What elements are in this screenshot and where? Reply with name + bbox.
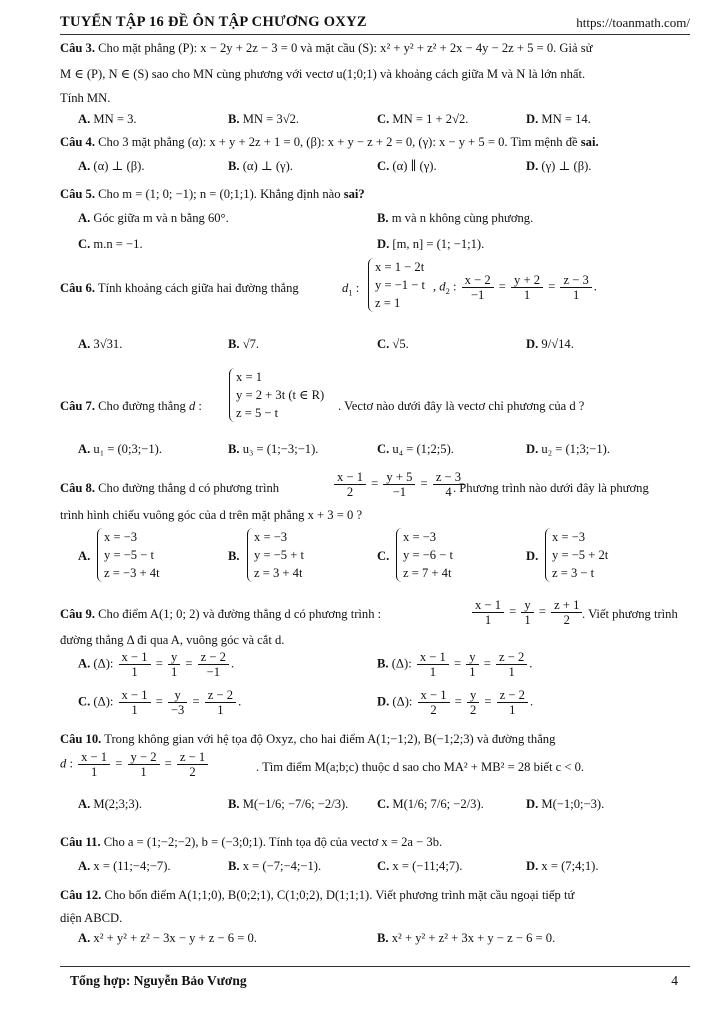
q8-opt-a: x = −3 y = −5 − t z = −3 + 4t: [94, 528, 167, 582]
q4-emph: sai.: [580, 135, 599, 149]
q8-label: Câu 8.: [60, 481, 95, 495]
q3-label: Câu 3.: [60, 41, 95, 55]
page-footer: [60, 966, 690, 988]
q7-text1: Cho đường thẳng: [98, 399, 186, 413]
q5-text: Cho m = (1; 0; −1); n = (0;1;1). Khẳng định nào: [98, 187, 341, 201]
q12-label: Câu 12.: [60, 888, 102, 902]
q5-label: Câu 5.: [60, 187, 95, 201]
q12-text1: Cho bốn điểm A(1;1;0), B(0;2;1), C(1;0;2), D(1;1;1). Viết phương trình mặt cầu ngoại tiếp tứ: [104, 888, 575, 902]
q3-text1: Cho mặt phẳng (P): x − 2y + 2z − 3 = 0 và mặt cầu (S): x² + y² + z² + 2x − 4y − 2z + 5 = 0. Giả sử: [98, 41, 593, 55]
q9-text3: đường thẳng Δ đi qua A, vuông góc và cắt d.: [60, 633, 285, 647]
q12-opt-b: x² + y² + z² + 3x + y − z − 6 = 0.: [391, 931, 556, 945]
page-number: 4: [671, 973, 678, 988]
q9-text2: . Viết phương trình: [582, 607, 678, 621]
q7-opt-c: u₄ = (1;2;5).: [392, 442, 454, 456]
q11-label: Câu 11.: [60, 835, 101, 849]
q8-text1: Cho đường thẳng d có phương trình: [98, 481, 280, 495]
q9-opt-d: D. (Δ): $\frac{x - 1}{2}$ = $\frac{y}{2}$ = $\frac{z - 2}{1}$ .: [377, 688, 534, 717]
q8-opt-c: x = −3 y = −6 − t z = 7 + 4t: [393, 528, 460, 582]
q5-opt-b: m và n không cùng phương.: [391, 211, 534, 225]
q12-opt-a: x² + y² + z² − 3x − y + z − 6 = 0.: [93, 931, 257, 945]
q4-label: Câu 4.: [60, 135, 95, 149]
q11-opt-a: x = (11;−4;−7).: [93, 859, 171, 873]
q5-emph: sai?: [343, 187, 365, 201]
q5-opt-a: Góc giữa m và n bằng 60°.: [93, 211, 229, 225]
q8-text2: . Phương trình nào dưới đây là phương: [453, 481, 649, 495]
q7-text2: . Vectơ nào dưới đây là vectơ chỉ phương của d ?: [338, 399, 585, 413]
q6-opt-a: 3√31.: [93, 337, 123, 351]
q7-opt-a: u₁ = (0;3;−1).: [93, 442, 163, 456]
q8-equation: $\frac{x - 1}{2}$ = $\frac{y + 5}{-1}$ = $\frac{z - 3}{4}$: [332, 470, 466, 499]
q8-opt-d: x = −3 y = −5 + 2t z = 3 − t: [542, 528, 615, 582]
q7-system: x = 1 y = 2 + 3t (t ∈ R) z = 5 − t: [226, 368, 331, 422]
q3-opt-c: MN = 1 + 2√2.: [392, 112, 469, 126]
q6-opt-b: √7.: [242, 337, 260, 351]
q9-opt-b: B. (Δ): $\frac{x - 1}{1}$ = $\frac{y}{1}$ = $\frac{z - 2}{1}$ .: [377, 650, 533, 679]
q5-line: [60, 186, 690, 202]
q10-opt-c: M(1/6; 7/6; −2/3).: [392, 797, 484, 811]
q5-opt-c: m.n = −1.: [93, 237, 143, 251]
q10-label: Câu 10.: [60, 732, 102, 746]
q4-opt-b: (α) ⊥ (γ).: [242, 159, 293, 173]
q6-d2-equation: , $d_2$ : $\frac{x - 2}{-1}$ = $\frac{y + 2}{1}$ = $\frac{z - 3}{1}$ .: [433, 273, 597, 302]
q4-text: Cho 3 mặt phẳng (α): x + y + 2z + 1 = 0, (β): x + y − z + 2 = 0, (γ): x − y + 5 = 0. Tìm mệnh đề: [98, 135, 578, 149]
q5-opt-d: [m, n] = (1; −1;1).: [392, 237, 485, 251]
q6-text: Tính khoảng cách giữa hai đường thẳng: [97, 281, 299, 295]
q10-line1: [60, 731, 690, 747]
footer-author: Tổng hợp: Nguyễn Bảo Vương: [70, 973, 247, 988]
q3-text3: Tính MN.: [60, 91, 111, 105]
q9-opt-a: A. (Δ): $\frac{x - 1}{1}$ = $\frac{y}{1}$ = $\frac{z - 2}{-1}$ .: [78, 650, 235, 679]
q11-text: Cho a = (1;−2;−2), b = (−3;0;1). Tính tọa độ của vectơ x = 2a − 3b.: [103, 835, 443, 849]
q12-line1: [60, 887, 690, 903]
q10-opt-b: M(−1/6; −7/6; −2/3).: [242, 797, 349, 811]
q9-text1: Cho điểm A(1; 0; 2) và đường thẳng d có phương trình :: [98, 607, 382, 621]
q11-line: [60, 834, 690, 850]
q4-opt-a: (α) ⊥ (β).: [93, 159, 145, 173]
q7-opt-d: u₂ = (1;3;−1).: [541, 442, 611, 456]
q10-d-equation: d : $\frac{x - 1}{1}$ = $\frac{y - 2}{1}$ = $\frac{z - 1}{2}$: [60, 750, 210, 779]
q3-text2: M ∈ (P), N ∈ (S) sao cho MN cùng phương với vectơ u(1;0;1) và khoảng cách giữa M và N là lớn nhất.: [60, 67, 586, 81]
q3-opt-d: MN = 14.: [541, 112, 591, 126]
q10-text1: Trong không gian với hệ tọa độ Oxyz, cho hai điểm A(1;−1;2), B(−1;2;3) và đường thẳng: [104, 732, 556, 746]
q7-opt-b: u₃ = (1;−3;−1).: [242, 442, 319, 456]
q4-opt-c: (α) ∥ (γ).: [392, 159, 437, 173]
q6-d1-system: x = 1 − 2t y = −1 − t z = 1: [365, 258, 432, 312]
q9-opt-c: C. (Δ): $\frac{x - 1}{1}$ = $\frac{y}{-3}$ = $\frac{z - 2}{1}$ .: [78, 688, 242, 717]
q7-label: Câu 7.: [60, 399, 95, 413]
q8-opt-b: x = −3 y = −5 + t z = 3 + 4t: [244, 528, 311, 582]
header-url[interactable]: https://toanmath.com/: [576, 15, 690, 30]
q9-equation: $\frac{x - 1}{1}$ = $\frac{y}{1}$ = $\frac{z + 1}{2}$: [470, 598, 584, 627]
q10-text2: . Tìm điểm M(a;b;c) thuộc d sao cho MA² + MB² = 28 biết c < 0.: [256, 760, 585, 774]
q6-label: Câu 6.: [60, 281, 95, 295]
q12-text2: diện ABCD.: [60, 911, 123, 925]
q4-opt-d: (γ) ⊥ (β).: [541, 159, 592, 173]
q6-opt-c: √5.: [392, 337, 409, 351]
q8-text3: trình hình chiếu vuông góc của d trên mặt phẳng x + 3 = 0 ?: [60, 508, 363, 522]
q3-line1: [60, 40, 690, 56]
q4-line: [60, 134, 690, 150]
q10-opt-a: M(2;3;3).: [93, 797, 143, 811]
q11-opt-c: x = (−11;4;7).: [392, 859, 463, 873]
header-title: TUYỂN TẬP 16 ĐỀ ÔN TẬP CHƯƠNG OXYZ: [60, 14, 367, 30]
q10-opt-d: M(−1;0;−3).: [541, 797, 605, 811]
q6-d1-name: $d_1$ :: [342, 281, 360, 298]
q11-opt-d: x = (7;4;1).: [541, 859, 599, 873]
q3-opt-a: MN = 3.: [93, 112, 137, 126]
page-header: [60, 10, 690, 35]
q9-label: Câu 9.: [60, 607, 95, 621]
q11-opt-b: x = (−7;−4;−1).: [242, 859, 322, 873]
q3-opt-b: MN = 3√2.: [242, 112, 300, 126]
q6-opt-d: 9/√14.: [541, 337, 574, 351]
